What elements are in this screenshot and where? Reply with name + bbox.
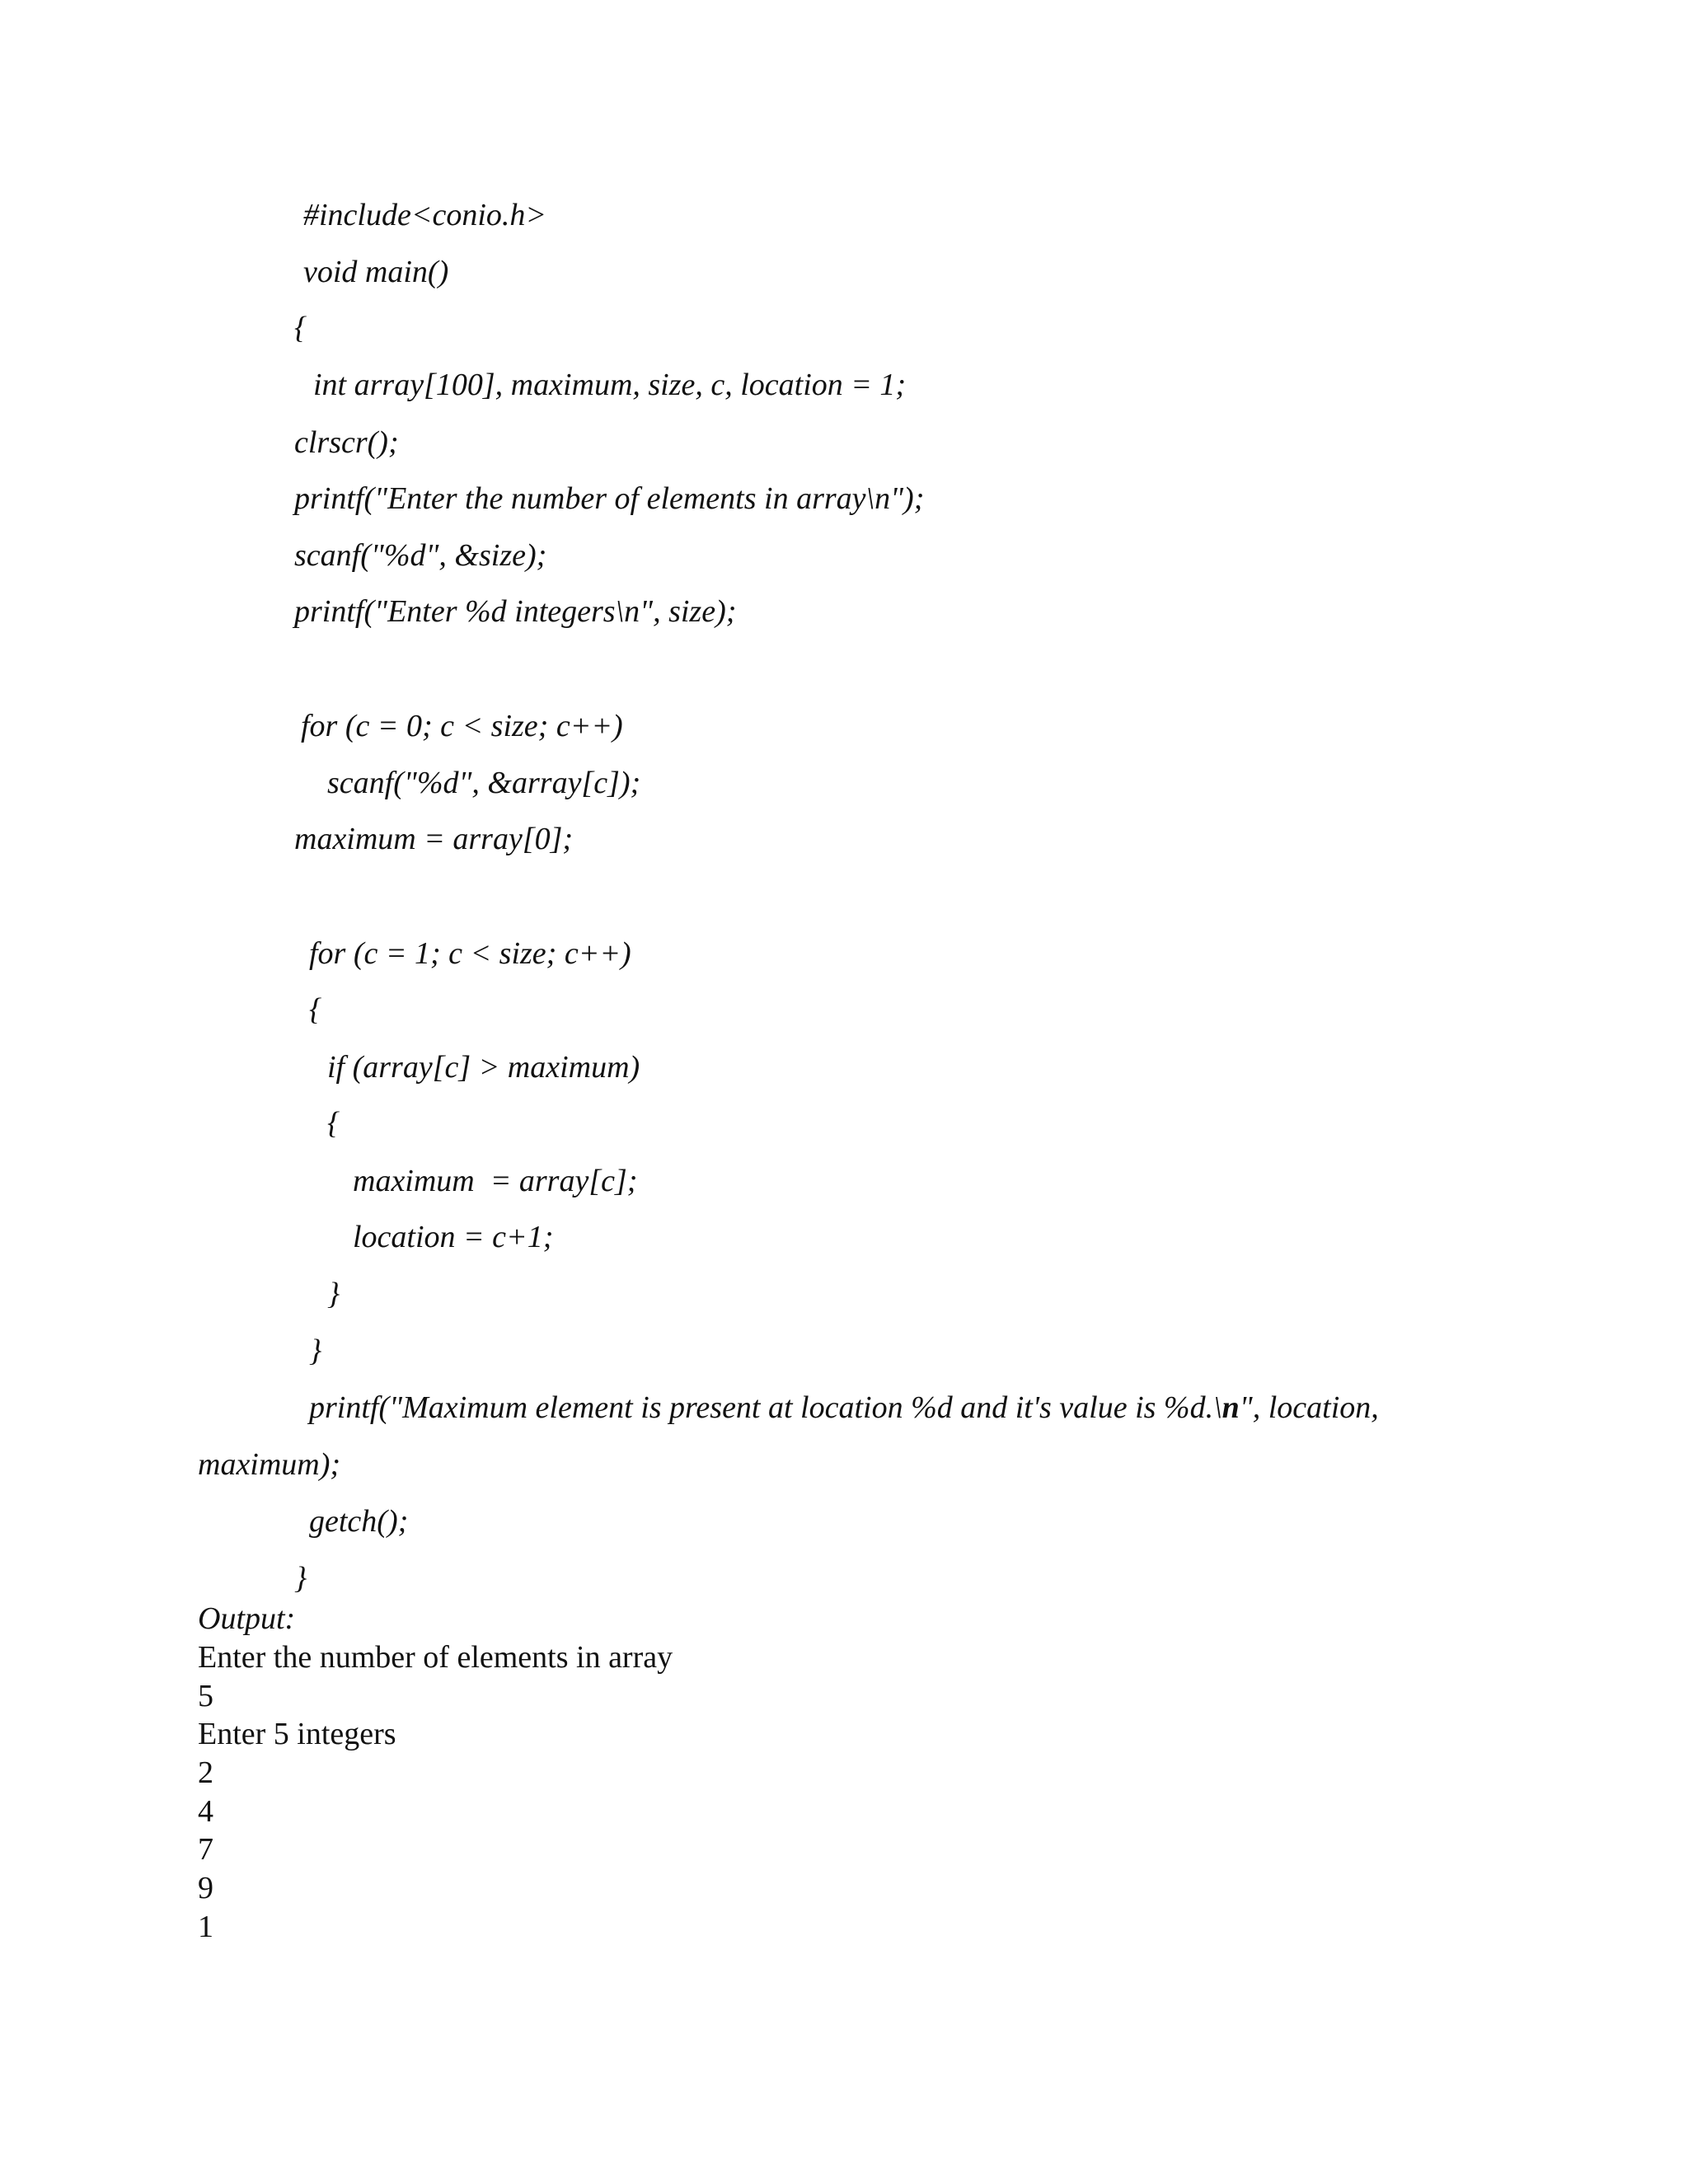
code-maximum-init: maximum = array[0]; bbox=[294, 822, 574, 856]
code-open-brace-if: { bbox=[327, 1106, 340, 1141]
code-assign-maximum: maximum = array[c]; bbox=[353, 1164, 638, 1198]
code-getch: getch(); bbox=[309, 1504, 409, 1539]
output-count: 5 bbox=[198, 1679, 213, 1713]
output-prompt-integers: Enter 5 integers bbox=[198, 1717, 396, 1751]
code-scanf-size: scanf("%d", &size); bbox=[294, 538, 547, 573]
code-assign-location: location = c+1; bbox=[353, 1220, 554, 1254]
code-include: #include<conio.h> bbox=[303, 198, 547, 232]
code-declaration: int array[100], maximum, size, c, location = 1; bbox=[313, 368, 907, 402]
code-printf-result-part-a: printf("Maximum element is present at location %d and it's value is %d.\ bbox=[309, 1390, 1222, 1425]
code-printf-result-bold-n: n bbox=[1221, 1390, 1240, 1425]
code-close-brace-for: } bbox=[309, 1333, 322, 1368]
code-open-brace-for: { bbox=[309, 992, 322, 1027]
code-if: if (array[c] > maximum) bbox=[327, 1050, 640, 1085]
output-value: 1 bbox=[198, 1910, 213, 1944]
code-printf-result-wrap: maximum); bbox=[198, 1447, 341, 1482]
code-close-brace-if: } bbox=[327, 1277, 340, 1311]
code-main: void main() bbox=[303, 255, 449, 289]
code-close-brace-main: } bbox=[294, 1561, 307, 1596]
code-open-brace-main: { bbox=[294, 311, 307, 345]
code-printf-result-part-b: ", location, bbox=[1239, 1390, 1379, 1425]
code-printf-enter: printf("Enter %d integers\n", size); bbox=[294, 594, 737, 629]
code-printf-result bbox=[309, 1387, 1379, 1428]
output-label: Output: bbox=[198, 1601, 296, 1636]
output-value: 9 bbox=[198, 1871, 213, 1905]
output-value: 7 bbox=[198, 1832, 213, 1867]
output-value: 4 bbox=[198, 1794, 213, 1829]
code-scanf-element: scanf("%d", &array[c]); bbox=[327, 766, 641, 800]
output-prompt-count: Enter the number of elements in array bbox=[198, 1640, 673, 1675]
code-clrscr: clrscr(); bbox=[294, 425, 399, 460]
output-value: 2 bbox=[198, 1755, 213, 1790]
code-printf-count: printf("Enter the number of elements in array\n"); bbox=[294, 481, 925, 516]
code-for-scan: for (c = 1; c < size; c++) bbox=[309, 936, 631, 971]
code-for-read: for (c = 0; c < size; c++) bbox=[301, 709, 623, 743]
